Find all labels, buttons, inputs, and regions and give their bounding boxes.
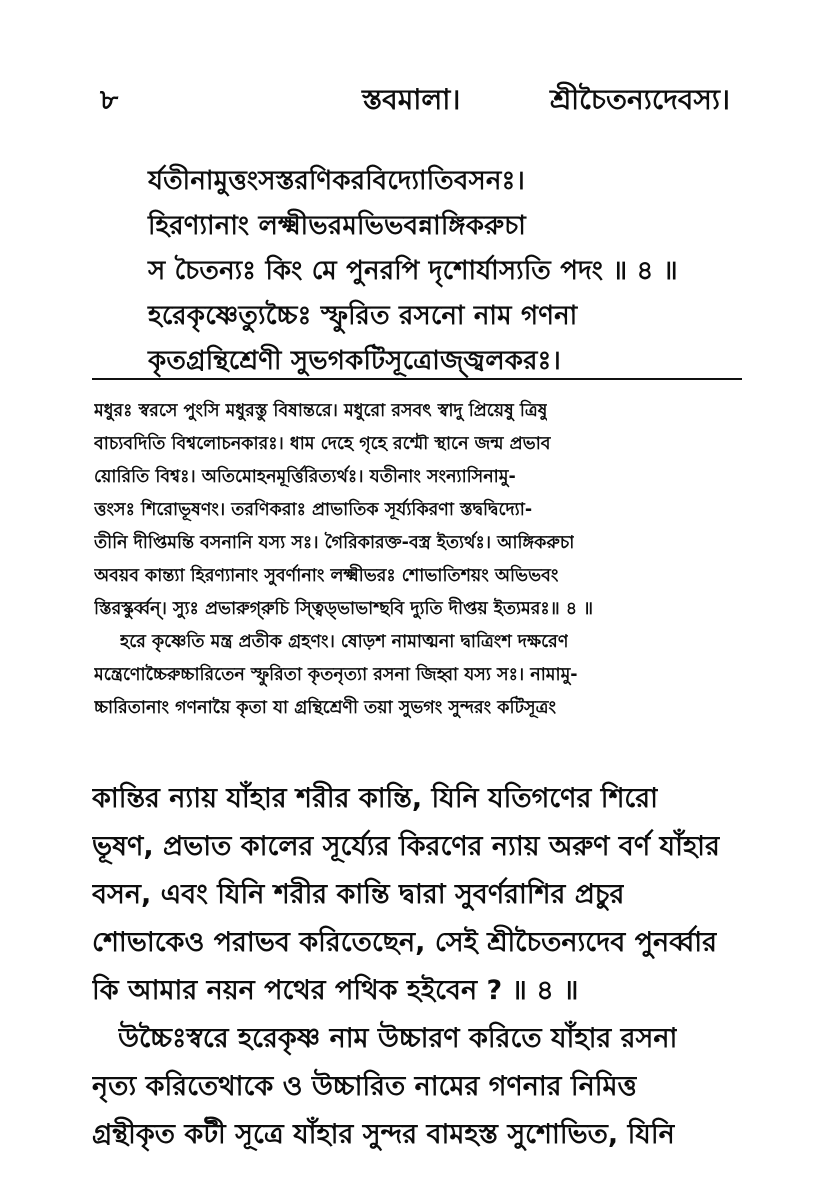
commentary-line: চ্চারিতানাং গণনায়ৈ কৃতা যা গ্রন্থিশ্রেণী তয়া সুভগং সুন্দরং কটিসূত্রং bbox=[94, 698, 556, 718]
commentary-line: ত্তংসঃ শিরোভূষণং। তরণিকরাঃ প্রাভাতিক সূর্য্যকিরণা স্তদ্বদ্বিদ্যো- bbox=[94, 500, 533, 520]
translation-line: শোভাকেও পরাভব করিতেছেন, সেই শ্রীচৈতন্যদেব পুনর্ব্বার bbox=[92, 927, 717, 958]
divider-line bbox=[92, 378, 742, 380]
chapter-title: শ্রীচৈতন্যদেবস্য। bbox=[550, 83, 731, 116]
translation-line: ভূষণ, প্রভাত কালের সূর্য্যের কিরণের ন্যায় অরুণ বর্ণ যাঁহার bbox=[92, 831, 720, 862]
translation-line: কান্তির ন্যায় যাঁহার শরীর কান্তি, যিনি যতিগণের শিরো bbox=[92, 783, 658, 814]
commentary-line: মন্ত্রেণোচ্চৈরুচ্চারিতেন স্ফুরিতা কৃতনৃত্যা রসনা জিহ্বা যস্য সঃ। নামামু- bbox=[94, 665, 578, 685]
verse-line: স চৈতন্যঃ কিং মে পুনরপি দৃশোর্যাস্যতি পদং ॥ ৪ ॥ bbox=[148, 256, 678, 286]
translation-line: উচ্চৈঃস্বরে হরেকৃষ্ণ নাম উচ্চারণ করিতে যাঁহার রসনা bbox=[118, 1023, 678, 1054]
page-header bbox=[0, 78, 840, 118]
commentary-line: য়োরিতি বিশ্বঃ। অতিমোহনমূর্ত্তিরিত্যর্থঃ। যতীনাং সংন্যাসিনামু- bbox=[94, 467, 516, 487]
page-number: ৮ bbox=[100, 83, 119, 116]
translation-line: বসন, এবং যিনি শরীর কান্তি দ্বারা সুবর্ণরাশির প্রচুর bbox=[92, 879, 625, 910]
translation-line: কি আমার নয়ন পথের পথিক হইবেন ? ॥ ৪ ॥ bbox=[92, 975, 579, 1006]
verse-line: র্যতীনামুত্তংসস্তরণিকরবিদ্যোতিবসনঃ। bbox=[148, 166, 525, 196]
translation-line: গ্রন্থীকৃত কটী সূত্রে যাঁহার সুন্দর বামহস্ত সুশোভিত, যিনি bbox=[92, 1119, 675, 1150]
commentary-line: অবয়ব কান্ত্যা হিরণ্যানাং সুবর্ণানাং লক্ষ্মীভরঃ শোভাতিশয়ং অভিভবং bbox=[94, 566, 559, 586]
commentary-line: বাচ্যবদিতি বিশ্বলোচনকারঃ। ধাম দেহে গৃহে রশ্মৌ স্থানে জন্ম প্রভাব bbox=[94, 434, 551, 454]
verse-line: কৃতগ্রন্থিশ্রেণী সুভগকটিসূত্রোজ্জ্বলকরঃ। bbox=[148, 346, 562, 376]
commentary-line: তীনি দীপ্তিমন্তি বসনানি যস্য সঃ। গৈরিকারক্ত-বস্ত্র ইত্যর্থঃ। আঙ্গিকরুচা bbox=[94, 533, 575, 553]
commentary-line: হরে কৃষ্ণেতি মন্ত্র প্রতীক গ্রহণং। ষোড়শ নামাত্মনা দ্বাত্রিংশ দক্ষরেণ bbox=[120, 632, 569, 652]
commentary-line: স্তিরস্কুর্ব্বন্। স্যুঃ প্রভারুগ্‌রুচি স্ত্বিড্ভাভাশ্ছবি দ্যুতি দীপ্তয় ইত্যমরঃ॥ ৪ ॥ bbox=[94, 599, 594, 619]
translation-line: নৃত্য করিতেথাকে ও উচ্চারিত নামের গণনার নিমিত্ত bbox=[92, 1071, 637, 1102]
book-title: স্তবমালা। bbox=[362, 83, 461, 116]
commentary-line: মধুরঃ স্বরসে পুংসি মধুরস্তু বিষান্তরে। মধুরো রসবৎ স্বাদু প্রিয়েষু ত্রিষু bbox=[94, 401, 548, 421]
verse-line: হিরণ্যানাং লক্ষ্মীভরমভিভবন্নাঙ্গিকরুচা bbox=[148, 211, 527, 241]
verse-line: হরেকৃষ্ণেত্যুচ্চৈঃ স্ফুরিত রসনো নাম গণনা bbox=[148, 301, 578, 331]
